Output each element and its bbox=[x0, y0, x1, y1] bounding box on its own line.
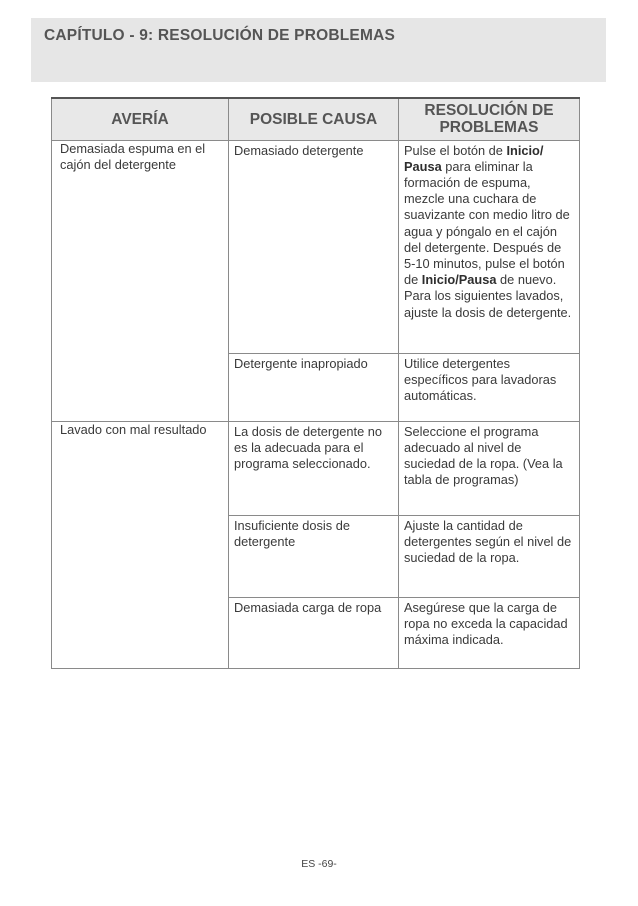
solution-text: Pulse el botón de bbox=[404, 142, 507, 158]
solution-bold: Inicio/ Pausa bbox=[404, 142, 544, 174]
solution-bold: Inicio/Pausa bbox=[421, 272, 497, 288]
solution-cell: Utilice detergentes específicos para lavadoras automáticas. bbox=[399, 353, 580, 421]
fault-cell: Demasiada espuma en el cajón del detergente bbox=[52, 140, 229, 421]
header-cause: POSIBLE CAUSA bbox=[229, 98, 399, 140]
cause-cell: Detergente inapropiado bbox=[229, 353, 399, 421]
table-row bbox=[52, 421, 580, 515]
cause-cell: Demasiada carga de ropa bbox=[229, 597, 399, 668]
header-fault: AVERÍA bbox=[52, 98, 229, 140]
table-row bbox=[52, 140, 580, 353]
solution-cell: Seleccione el programa adecuado al nivel de suciedad de la ropa. (Vea la tabla de programas) bbox=[399, 421, 580, 515]
solution-text: para eliminar la formación de espuma, mezcle una cuchara de suavizante con medio litro de agua y póngalo en el cajón del detergente. Después de 5-10 minutos, pulse el botón de bbox=[404, 158, 570, 288]
solution-cell bbox=[399, 140, 580, 353]
troubleshooting-table bbox=[51, 97, 580, 669]
cause-cell: La dosis de detergente no es la adecuada para el programa seleccionado. bbox=[229, 421, 399, 515]
cause-cell: Insuficiente dosis de detergente bbox=[229, 515, 399, 597]
solution-text: de nuevo. Para los siguientes lavados, ajuste la dosis de detergente. bbox=[404, 272, 572, 320]
chapter-title: CAPÍTULO - 9: RESOLUCIÓN DE PROBLEMAS bbox=[44, 27, 395, 44]
table-header-row bbox=[52, 98, 580, 140]
header-solution: RESOLUCIÓN DE PROBLEMAS bbox=[399, 98, 580, 140]
page-number: ES -69- bbox=[301, 858, 337, 870]
solution-cell: Ajuste la cantidad de detergentes según el nivel de suciedad de la ropa. bbox=[399, 515, 580, 597]
cause-cell: Demasiado detergente bbox=[229, 140, 399, 353]
fault-cell: Lavado con mal resultado bbox=[52, 421, 229, 668]
solution-cell: Asegúrese que la carga de ropa no exceda la capacidad máxima indicada. bbox=[399, 597, 580, 668]
